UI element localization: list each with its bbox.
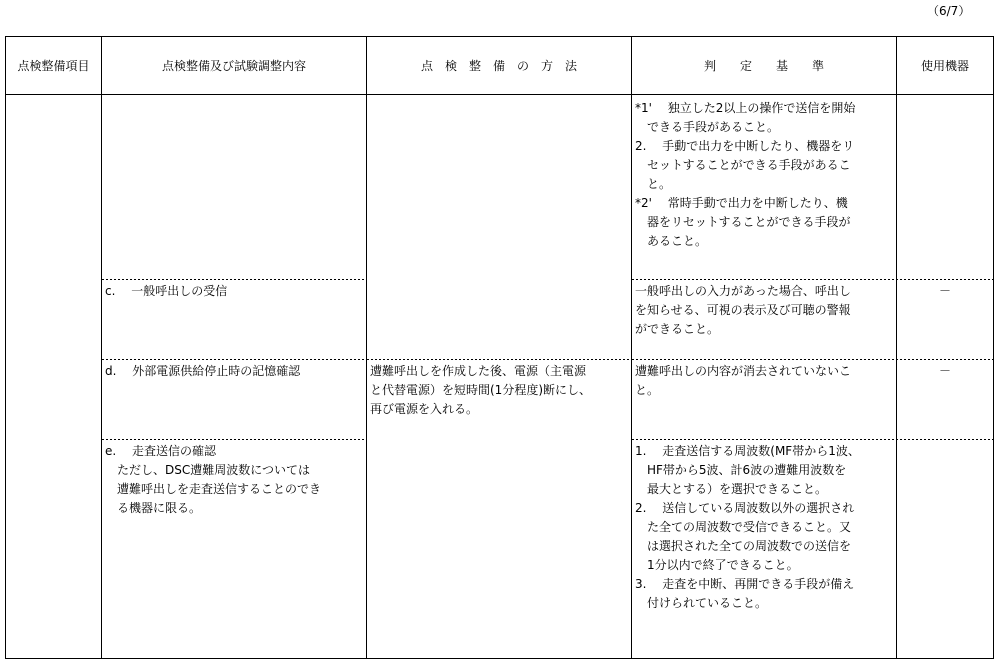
header-criteria: 判 定 基 準 [703, 58, 824, 73]
method-line: 遭難呼出しを作成した後、電源（主電源 [370, 364, 587, 378]
criteria-line: 器をリセットすることができる手段が [635, 215, 851, 229]
row-d-method [370, 362, 591, 419]
criteria-line: は選択された全ての周波数での送信を [635, 539, 852, 553]
criteria-line: と。 [635, 177, 672, 191]
row-c-content [105, 282, 227, 301]
criteria-line: 最大とする）を選択できること。 [635, 482, 828, 496]
criteria-line: 1分以内で終了できること。 [635, 558, 799, 572]
criteria-line: HF帯から5波、計6波の遭難用波数を [635, 463, 847, 477]
criteria-line: を知らせる、可視の表示及び可聴の警報 [635, 303, 851, 317]
criteria-line: た全ての周波数で受信できること。又 [635, 520, 852, 534]
method-line: 再び電源を入れる。 [370, 402, 479, 416]
content-line: ただし、DSC遭難周波数については [105, 463, 310, 477]
page-number: （6/7） [927, 4, 971, 18]
row-d-criteria [635, 362, 851, 400]
row-c-equipment: － [938, 284, 951, 298]
criteria-line: 3. 走査を中断、再開できる手段が備え [635, 577, 855, 591]
row-c-criteria [635, 282, 851, 339]
header-equipment: 使用機器 [920, 58, 969, 73]
content-line: る機器に限る。 [105, 501, 202, 515]
header-method: 点 検 整 備 の 方 法 [420, 58, 577, 73]
criteria-line: 1. 走査送信する周波数(MF帯から1波、 [635, 444, 860, 458]
criteria-line: 付けられていること。 [635, 596, 768, 610]
content-line: c. 一般呼出しの受信 [105, 284, 228, 298]
row-d-content [105, 362, 300, 381]
criteria-line: 2. 送信している周波数以外の選択され [635, 501, 855, 515]
row-e-criteria [635, 442, 860, 613]
content-line: 遭難呼出しを走査送信することのでき [105, 482, 322, 496]
criteria-line: *1' 独立した2以上の操作で送信を開始 [635, 101, 856, 115]
row-e-content [105, 442, 321, 518]
header-content: 点検整備及び試験調整内容 [161, 58, 306, 73]
criteria-line: *2' 常時手動で出力を中断したり、機 [635, 196, 848, 210]
criteria-line: 2. 手動で出力を中断したり、機器をリ [635, 139, 855, 153]
criteria-line: 一般呼出しの入力があった場合、呼出し [635, 284, 851, 298]
criteria-line: 遭難呼出しの内容が消去されていないこ [635, 364, 852, 378]
row-d-equipment: － [938, 364, 951, 378]
criteria-line: ができること。 [635, 322, 720, 336]
header-item: 点検整備項目 [17, 58, 90, 73]
content-line: e. 走査送信の確認 [105, 444, 217, 458]
criteria-line: セットすることができる手段があるこ [635, 158, 851, 172]
row-1-criteria [635, 99, 855, 251]
criteria-line: できる手段があること。 [635, 120, 780, 134]
content-line: d. 外部電源供給停止時の記憶確認 [105, 364, 301, 378]
criteria-line: あること。 [635, 234, 708, 248]
method-line: と代替電源）を短時間(1分程度)断にし、 [370, 383, 591, 397]
criteria-line: と。 [635, 383, 660, 397]
